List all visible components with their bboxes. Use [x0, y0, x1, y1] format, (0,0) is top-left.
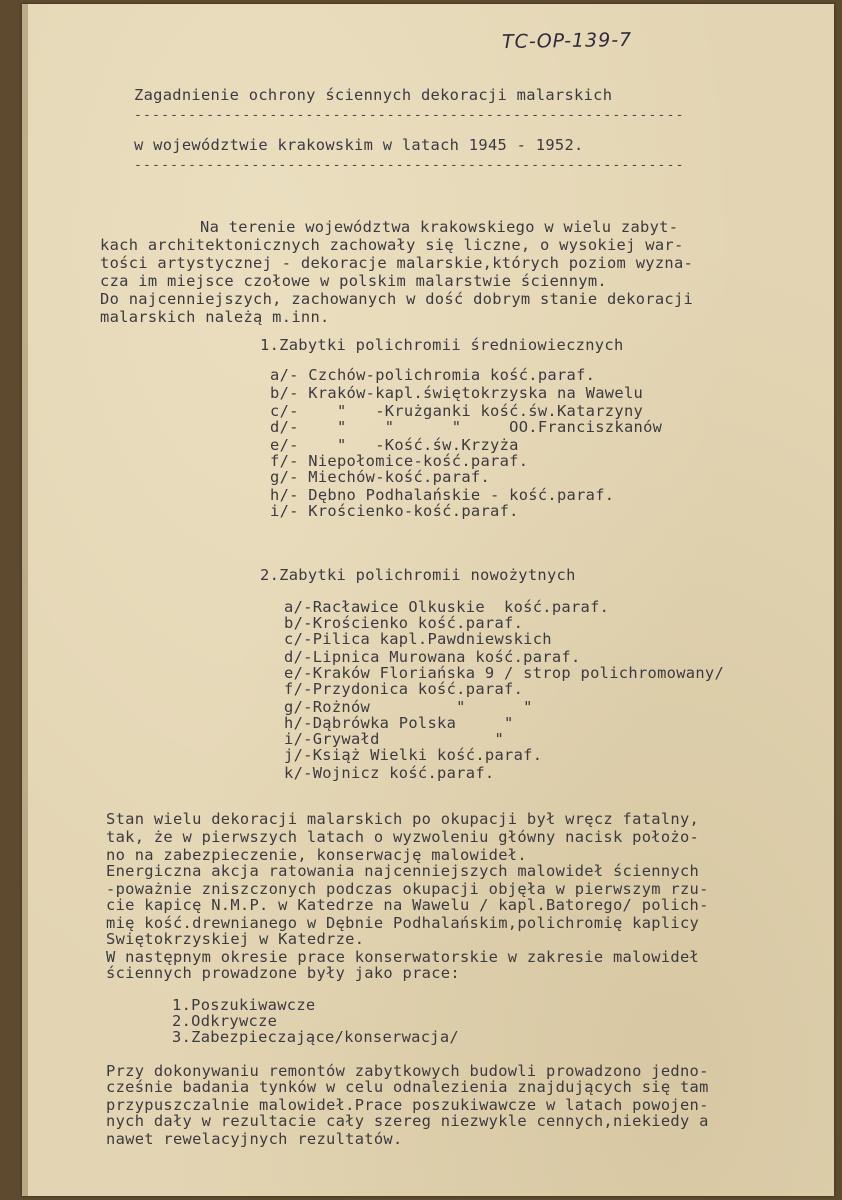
list-item: b/- Kraków-kapl.świętokrzyska na Wawelu [270, 384, 644, 402]
body-line: cie kapicę N.M.P. w Katedrze na Wawelu / kapl.Batorego/ polich- [106, 896, 709, 914]
intro-line: malarskich należą m.inn. [100, 308, 330, 326]
body-line: no na zabezpieczenie, konserwację malowideł. [106, 846, 527, 864]
list-item: 3.Zabezpieczające/konserwacja/ [172, 1028, 459, 1046]
list-item: d/-Lipnica Murowana kość.paraf. [284, 648, 581, 666]
body-line: Swiętokrzyskiej w Katedrze. [106, 930, 365, 948]
list-item: a/-Racławice Olkuskie kość.paraf. [284, 598, 610, 616]
list-item: f/-Przydonica kość.paraf. [284, 680, 524, 698]
title-line-1: Zagadnienie ochrony ściennych dekoracji malarskich [134, 86, 613, 104]
intro-line: Do najcenniejszych, zachowanych w dość dobrym stanie dekoracji [100, 290, 694, 308]
list-item: i/-Grywałd " [284, 730, 505, 748]
list-item: e/-Kraków Floriańska 9 / strop polichromowany/ [284, 664, 725, 682]
list-item: h/-Dąbrówka Polska " [284, 714, 514, 732]
body-line: Stan wielu dekoracji malarskich po okupacji był wręcz fatalny, [106, 810, 700, 828]
document-page [22, 4, 834, 1196]
list-item: i/- Krościenko-kość.paraf. [270, 502, 519, 520]
title-underline-2: ------------------------------------------------------------- [134, 158, 685, 173]
list-item: e/- " -Kość.św.Krzyża [270, 436, 519, 454]
title-underline-1: ------------------------------------------------------------- [134, 108, 685, 123]
body-line: W następnym okresie prace konserwatorskie w zakresie malowideł [106, 948, 700, 966]
list-item: 2.Odkrywcze [172, 1012, 278, 1030]
body-line: nawet rewelacyjnych rezultatów. [106, 1130, 403, 1148]
body-line: Energiczna akcja ratowania najcenniejszych malowideł ściennych [106, 862, 700, 880]
handwritten-reference-mark: TC-OP-139-7 [501, 28, 633, 54]
list-item: g/-Rożnów " " [284, 698, 533, 716]
section-1-heading: 1.Zabytki polichromii średniowiecznych [260, 336, 624, 354]
intro-line: kach architektonicznych zachowały się liczne, o wysokiej war- [100, 236, 684, 254]
body-line: przypuszczalnie malowideł.Prace poszukiwawcze w latach powojen- [106, 1096, 709, 1114]
list-item: g/- Miechów-kość.paraf. [270, 468, 491, 486]
list-item: j/-Książ Wielki kość.paraf. [284, 746, 543, 764]
intro-line: Na terenie województwa krakowskiego w wielu zabyt- [200, 218, 679, 236]
section-2-heading: 2.Zabytki polichromii nowożytnych [260, 566, 576, 584]
page-edge-shadow [22, 4, 28, 1196]
list-item: d/- " " " OO.Franciszkanów [270, 418, 663, 436]
body-line: ściennych prowadzone były jako prace: [106, 964, 460, 982]
list-item: k/-Wojnicz kość.paraf. [284, 764, 495, 782]
body-line: -poważnie zniszczonych podczas okupacji objęła w pierwszym rzu- [106, 880, 709, 898]
body-line: mię kość.drewnianego w Dębnie Podhalańskim,polichromię kaplicy [106, 914, 700, 932]
body-line: tak, że w pierwszych latach o wyzwoleniu główny nacisk położo- [106, 828, 700, 846]
body-line: Przy dokonywaniu remontów zabytkowych budowli prowadzono jedno- [106, 1062, 709, 1080]
list-item: 1.Poszukiwawcze [172, 996, 316, 1014]
list-item: h/- Dębno Podhalańskie - kość.paraf. [270, 486, 615, 504]
list-item: b/-Krościenko kość.paraf. [284, 614, 524, 632]
title-line-2: w województwie krakowskim w latach 1945 - 1952. [134, 136, 584, 154]
list-item: a/- Czchów-polichromia kość.paraf. [270, 366, 596, 384]
list-item: c/-Pilica kapl.Pawdniewskich [284, 630, 552, 648]
body-line: cześnie badania tynków w celu odnalezienia znajdujących się tam [106, 1078, 709, 1096]
intro-line: tości artystycznej - dekoracje malarskie,których poziom wyzna- [100, 254, 694, 272]
list-item: f/- Niepołomice-kość.paraf. [270, 452, 529, 470]
intro-line: cza im miejsce czołowe w polskim malarstwie ściennym. [100, 272, 607, 290]
list-item: c/- " -Krużganki kość.św.Katarzyny [270, 402, 644, 420]
body-line: nych dały w rezultacie cały szereg niezwykle cennych,niekiedy a [106, 1112, 709, 1130]
